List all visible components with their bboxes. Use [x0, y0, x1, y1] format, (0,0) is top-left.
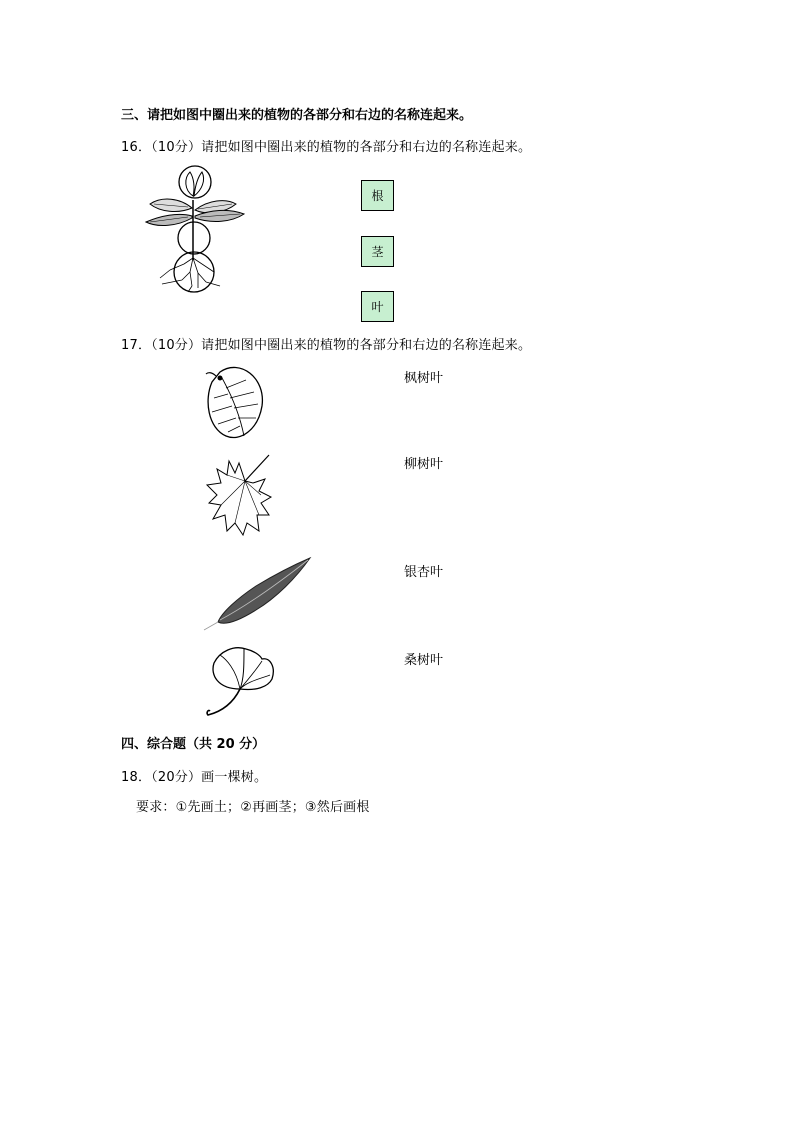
section-4-title: 四、综合题（共 20 分） [121, 737, 266, 752]
question-16-text: 16．（10分）请把如图中圈出来的植物的各部分和右边的名称连起来。 [121, 140, 532, 155]
ginkgo-leaf-icon [200, 645, 280, 720]
leaf-name-willow[interactable]: 柳树叶 [404, 457, 444, 472]
plant-illustration [140, 160, 250, 295]
question-18-text: 18．（20分）画一棵树。 [121, 770, 268, 785]
willow-leaf-icon [200, 556, 315, 632]
label-box-stem[interactable]: 茎 [361, 236, 394, 267]
leaf-name-ginkgo[interactable]: 银杏叶 [404, 565, 444, 580]
question-18-requirement: 要求：①先画土；②再画茎；③然后画根 [136, 800, 370, 815]
maple-leaf-icon [203, 453, 273, 543]
leaf-name-mulberry[interactable]: 桑树叶 [404, 653, 444, 668]
label-box-root[interactable]: 根 [361, 180, 394, 211]
leaf-name-maple[interactable]: 枫树叶 [404, 371, 444, 386]
question-17-text: 17．（10分）请把如图中圈出来的植物的各部分和右边的名称连起来。 [121, 338, 532, 353]
label-box-leaf[interactable]: 叶 [361, 291, 394, 322]
mulberry-leaf-icon [200, 360, 270, 442]
section-3-title: 三、请把如图中圈出来的植物的各部分和右边的名称连起来。 [121, 108, 473, 123]
